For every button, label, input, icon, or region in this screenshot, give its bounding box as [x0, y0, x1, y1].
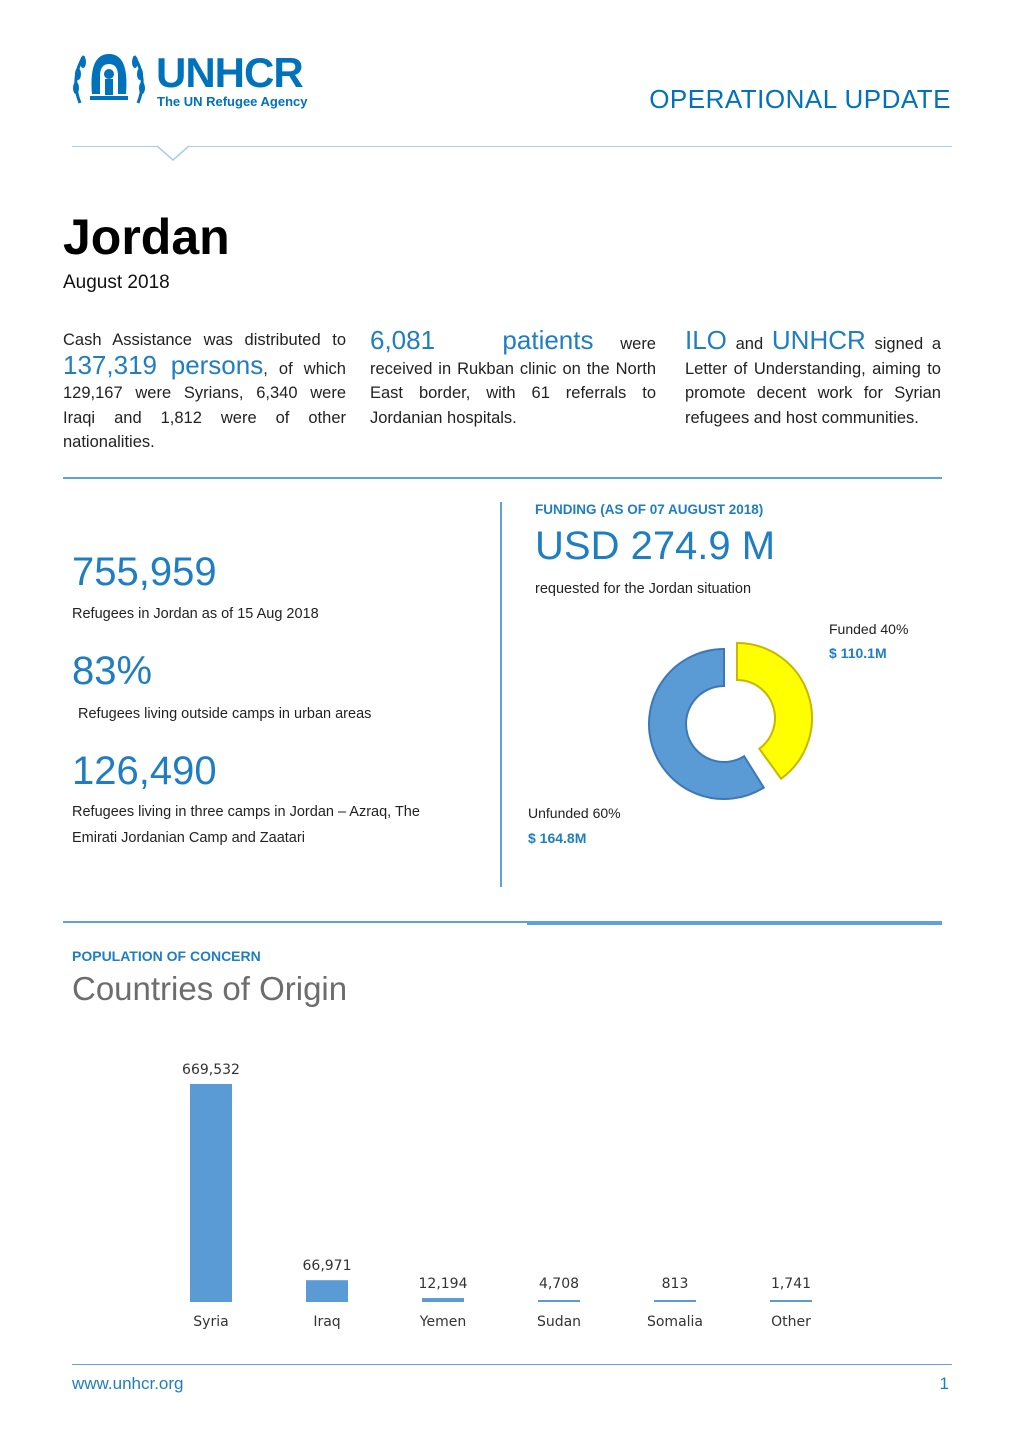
highlight-text: Cash Assistance was distributed to: [63, 331, 346, 349]
chevron-down-icon: [155, 145, 191, 163]
unhcr-emblem-icon: [70, 48, 148, 110]
population-title: Countries of Origin: [72, 970, 348, 1007]
stat-urban-percent-label: Refugees living outside camps in urban areas: [78, 706, 372, 722]
tick-label-somalia: Somalia: [646, 1314, 704, 1330]
donut-slice-funded: [737, 643, 812, 779]
logo-wordmark: UNHCR: [156, 49, 303, 96]
highlight-text: and: [726, 335, 772, 353]
bar-other: [770, 1300, 812, 1302]
data-label-sudan: 4,708: [538, 1276, 580, 1292]
highlight-text: were received in Rukban clinic on the North East border, with 61 referrals to Jordanian hospitals.: [370, 335, 656, 427]
report-date: August 2018: [63, 272, 170, 293]
tick-label-other: Other: [771, 1314, 811, 1330]
bar-iraq: [306, 1280, 348, 1302]
section-divider: [63, 477, 942, 479]
highlight-figure: 6,081 patients: [370, 325, 594, 355]
highlight-figure: UNHCR: [771, 325, 866, 355]
highlight-figure: ILO: [685, 325, 727, 355]
header-divider: [72, 146, 952, 147]
funding-amount: USD 274.9 M: [535, 524, 776, 568]
column-divider: [500, 502, 502, 887]
highlight-text: , of which 129,167 were Syrians, 6,340 were Iraqi and 1,812 were of other nationalities.: [63, 359, 346, 451]
tick-label-iraq: Iraq: [313, 1314, 341, 1330]
bar-syria: [190, 1084, 232, 1302]
tick-label-yemen: Yemen: [419, 1314, 467, 1330]
funding-donut-chart: [640, 638, 830, 818]
data-label-syria: 669,532: [182, 1062, 240, 1078]
document-type: OPERATIONAL UPDATE: [649, 84, 951, 114]
highlight-ilo-agreement: [685, 325, 942, 430]
data-label-iraq: 66,971: [302, 1258, 352, 1275]
page-number: 1: [939, 1374, 949, 1393]
highlight-text: signed a Letter of Understanding, aiming to promote decent work for Syrian refugees and host communities.: [685, 335, 942, 427]
highlight-cash-assistance: [63, 328, 346, 455]
stat-camp-refugees: 126,490: [72, 749, 217, 793]
page-title: Jordan: [63, 209, 230, 265]
highlight-rukban-clinic: [370, 325, 656, 430]
highlight-figure: 137,319 persons: [63, 349, 264, 380]
funding-heading: FUNDING (AS OF 07 AUGUST 2018): [535, 502, 764, 517]
data-label-other: 1,741: [770, 1276, 812, 1292]
tick-label-sudan: Sudan: [536, 1314, 582, 1330]
stat-total-refugees: 755,959: [72, 550, 217, 594]
footer-divider: [72, 1364, 952, 1365]
footer-website-link[interactable]: www.unhcr.org: [72, 1374, 184, 1393]
funding-subtitle: requested for the Jordan situation: [535, 581, 752, 597]
funded-label: Funded 40%: [829, 621, 909, 637]
logo-tagline: The UN Refugee Agency: [157, 94, 308, 109]
countries-of-origin-chart: [150, 1050, 870, 1340]
data-label-somalia: 813: [661, 1276, 689, 1292]
unfunded-label: Unfunded 60%: [528, 805, 621, 821]
section-divider-accent: [527, 921, 942, 925]
tick-label-syria: Syria: [193, 1314, 229, 1330]
funded-value: $ 110.1M: [829, 645, 887, 661]
data-label-yemen: 12,194: [418, 1276, 468, 1292]
stat-camp-refugees-label: Refugees living in three camps in Jordan – Azraq, The Emirati Jordanian Camp and Zaatari: [72, 804, 420, 846]
bar-somalia: [654, 1300, 696, 1302]
unfunded-value: $ 164.8M: [528, 830, 587, 846]
stat-urban-percent: 83%: [72, 649, 153, 693]
bar-yemen: [422, 1298, 464, 1302]
population-heading: POPULATION OF CONCERN: [72, 948, 261, 964]
stat-total-refugees-label: Refugees in Jordan as of 15 Aug 2018: [72, 606, 319, 622]
bar-sudan: [538, 1300, 580, 1302]
